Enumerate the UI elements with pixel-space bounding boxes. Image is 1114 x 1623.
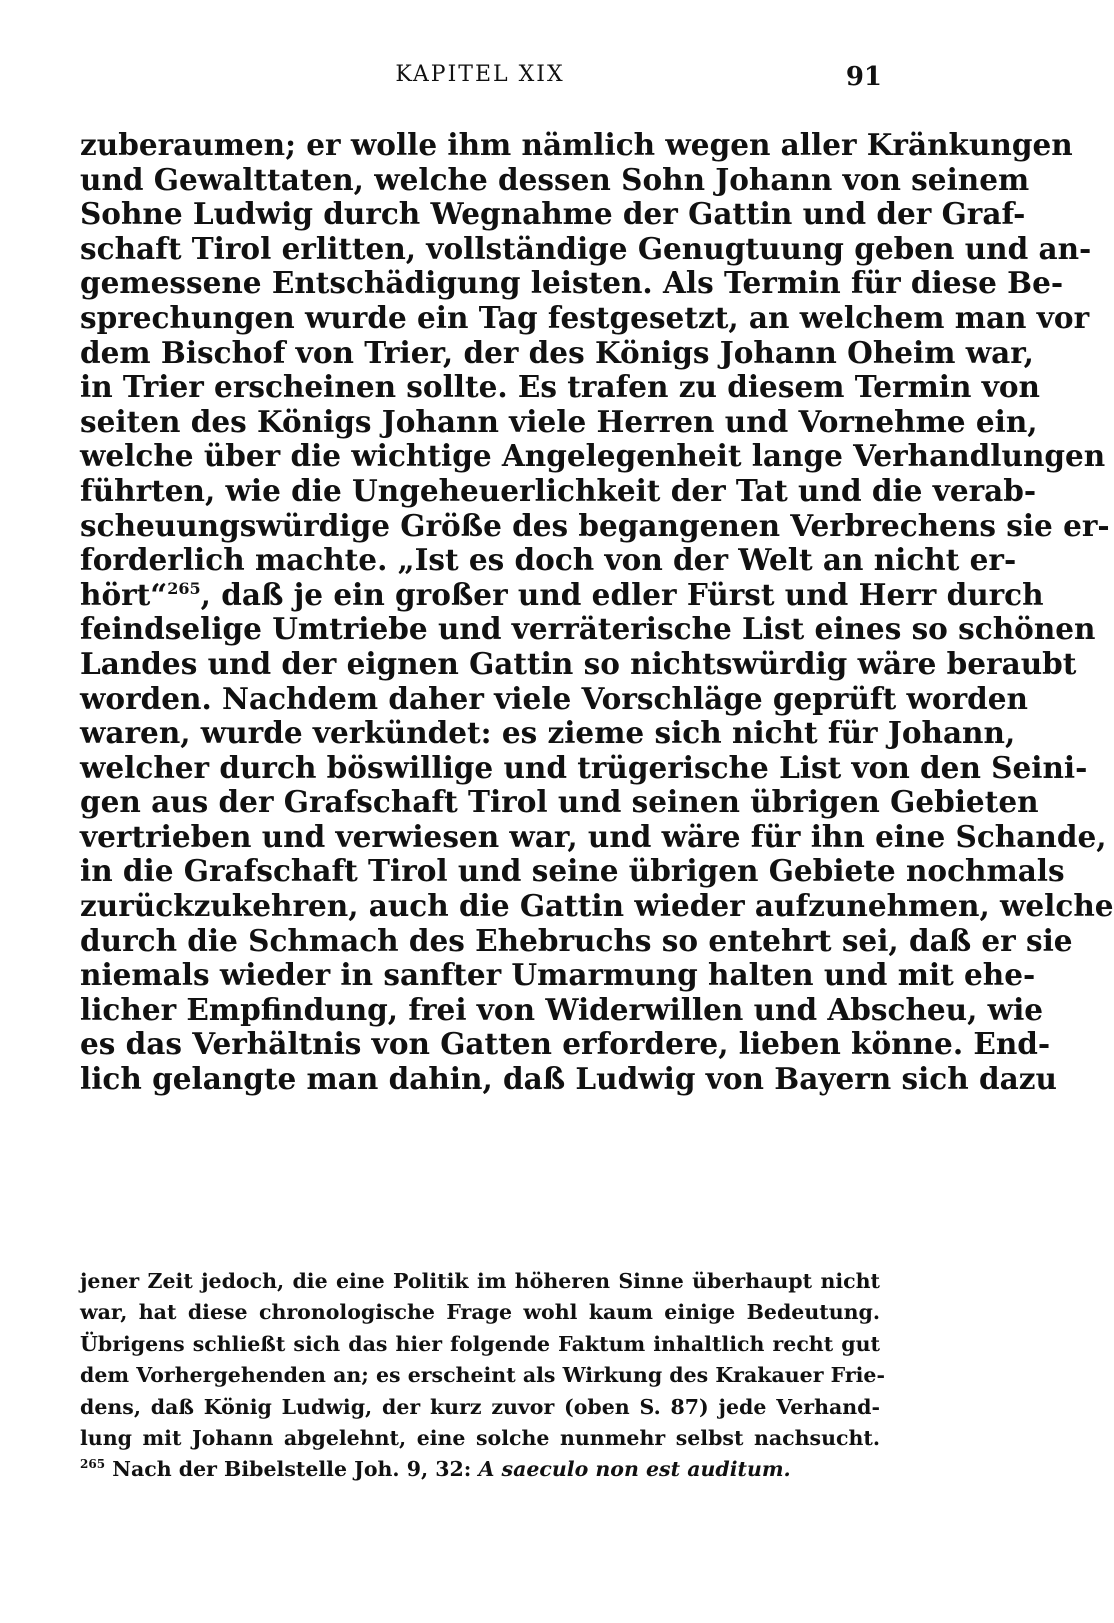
footnote-line: lung mit Johann abgelehnt, eine solche nunmehr selbst nachsucht. <box>80 1425 880 1450</box>
text-line: scheuungswürdige Größe des begangenen Verbrechens sie er- <box>80 507 1110 543</box>
footnotes <box>80 1266 885 1486</box>
footnote-line: dem Vorhergehenden an; es erscheint als Wirkung des Krakauer Frie- <box>80 1363 885 1388</box>
text-line: seiten des Königs Johann viele Herren und Vornehme ein, <box>80 403 1038 439</box>
text-line: führten, wie die Ungeheuerlichkeit der Tat und die verab- <box>80 472 1037 508</box>
text-line: in Trier erscheinen sollte. Es trafen zu diesem Termin von <box>80 369 1040 405</box>
text-line: Landes und der eignen Gattin so nichtswürdig wäre beraubt <box>80 645 1077 681</box>
text-line: vertrieben und verwiesen war, und wäre für ihn eine Schande, <box>80 818 1107 854</box>
text-line: licher Empfindung, frei von Widerwillen und Abscheu, wie <box>80 991 1044 1027</box>
footnote-reference[interactable]: 265 <box>167 578 201 598</box>
text-line: es das Verhältnis von Gatten erfordere, lieben könne. End- <box>80 1026 1051 1062</box>
text-line: welcher durch böswillige und trügerische List von den Seini- <box>80 749 1088 785</box>
text-line: schaft Tirol erlitten, vollständige Genugtuung geben und an- <box>80 230 1092 266</box>
text-line: feindselige Umtriebe und verräterische List eines so schönen <box>80 611 1096 647</box>
text-line: waren, wurde verkündet: es zieme sich nicht für Johann, <box>80 715 1016 751</box>
text-line: dem Bischof von Trier, der des Königs Johann Oheim war, <box>80 334 1034 370</box>
text-line: forderlich machte. „Ist es doch von der Welt an nicht er- <box>80 542 1017 578</box>
text-line: gen aus der Grafschaft Tirol und seinen übrigen Gebieten <box>80 784 1039 820</box>
page-header <box>78 62 882 102</box>
text-line: und Gewalttaten, welche dessen Sohn Johann von seinem <box>80 161 1030 197</box>
text-line: worden. Nachdem daher viele Vorschläge geprüft worden <box>80 680 1028 716</box>
text-line: in die Grafschaft Tirol und seine übrigen Gebiete nochmals <box>80 853 1065 889</box>
footnote-quote: A saeculo non est auditum. <box>478 1457 791 1482</box>
footnote-line: jener Zeit jedoch, die eine Politik im höheren Sinne überhaupt nicht <box>80 1269 880 1293</box>
footnote-line: dens, daß König Ludwig, der kurz zuvor (oben S. 87) jede Verhand- <box>80 1394 880 1419</box>
text-line: gemessene Entschädigung leisten. Als Termin für diese Be- <box>80 265 1064 301</box>
text-line: niemals wieder in sanfter Umarmung halten und mit ehe- <box>80 957 1036 993</box>
page-number: 91 <box>845 62 882 92</box>
text-line: Sohne Ludwig durch Wegnahme der Gattin und der Graf- <box>80 196 1026 232</box>
text-line: durch die Schmach des Ehebruchs so entehrt sei, daß er sie <box>80 922 1073 958</box>
footnote-text: Nach der Bibelstelle Joh. 9, 32: <box>112 1457 479 1482</box>
footnote-line: war, hat diese chronologische Frage wohl kaum einige Bedeutung. <box>80 1300 880 1325</box>
running-head: KAPITEL XIX <box>395 62 565 87</box>
footnote-number: 265 <box>80 1457 106 1472</box>
text-line-with-footnote-ref <box>80 576 1044 613</box>
text-line: lich gelangte man dahin, daß Ludwig von Bayern sich dazu <box>80 1061 1057 1097</box>
text-line: zuberaumen; er wolle ihm nämlich wegen aller Kränkungen <box>80 127 1073 162</box>
text-line: sprechungen wurde ein Tag festgesetzt, an welchem man vor <box>80 299 1090 335</box>
text-segment: , daß je ein großer und edler Fürst und Herr durch <box>200 576 1044 612</box>
main-text <box>80 127 1114 1097</box>
text-line: zurückzukehren, auch die Gattin wieder aufzunehmen, welche <box>80 888 1114 924</box>
footnote-line: Übrigens schließt sich das hier folgende Faktum inhaltlich recht gut <box>80 1331 880 1356</box>
text-segment: hört“ <box>80 576 168 612</box>
footnote-265 <box>80 1454 880 1485</box>
text-line: welche über die wichtige Angelegenheit lange Verhandlungen <box>80 438 1106 474</box>
